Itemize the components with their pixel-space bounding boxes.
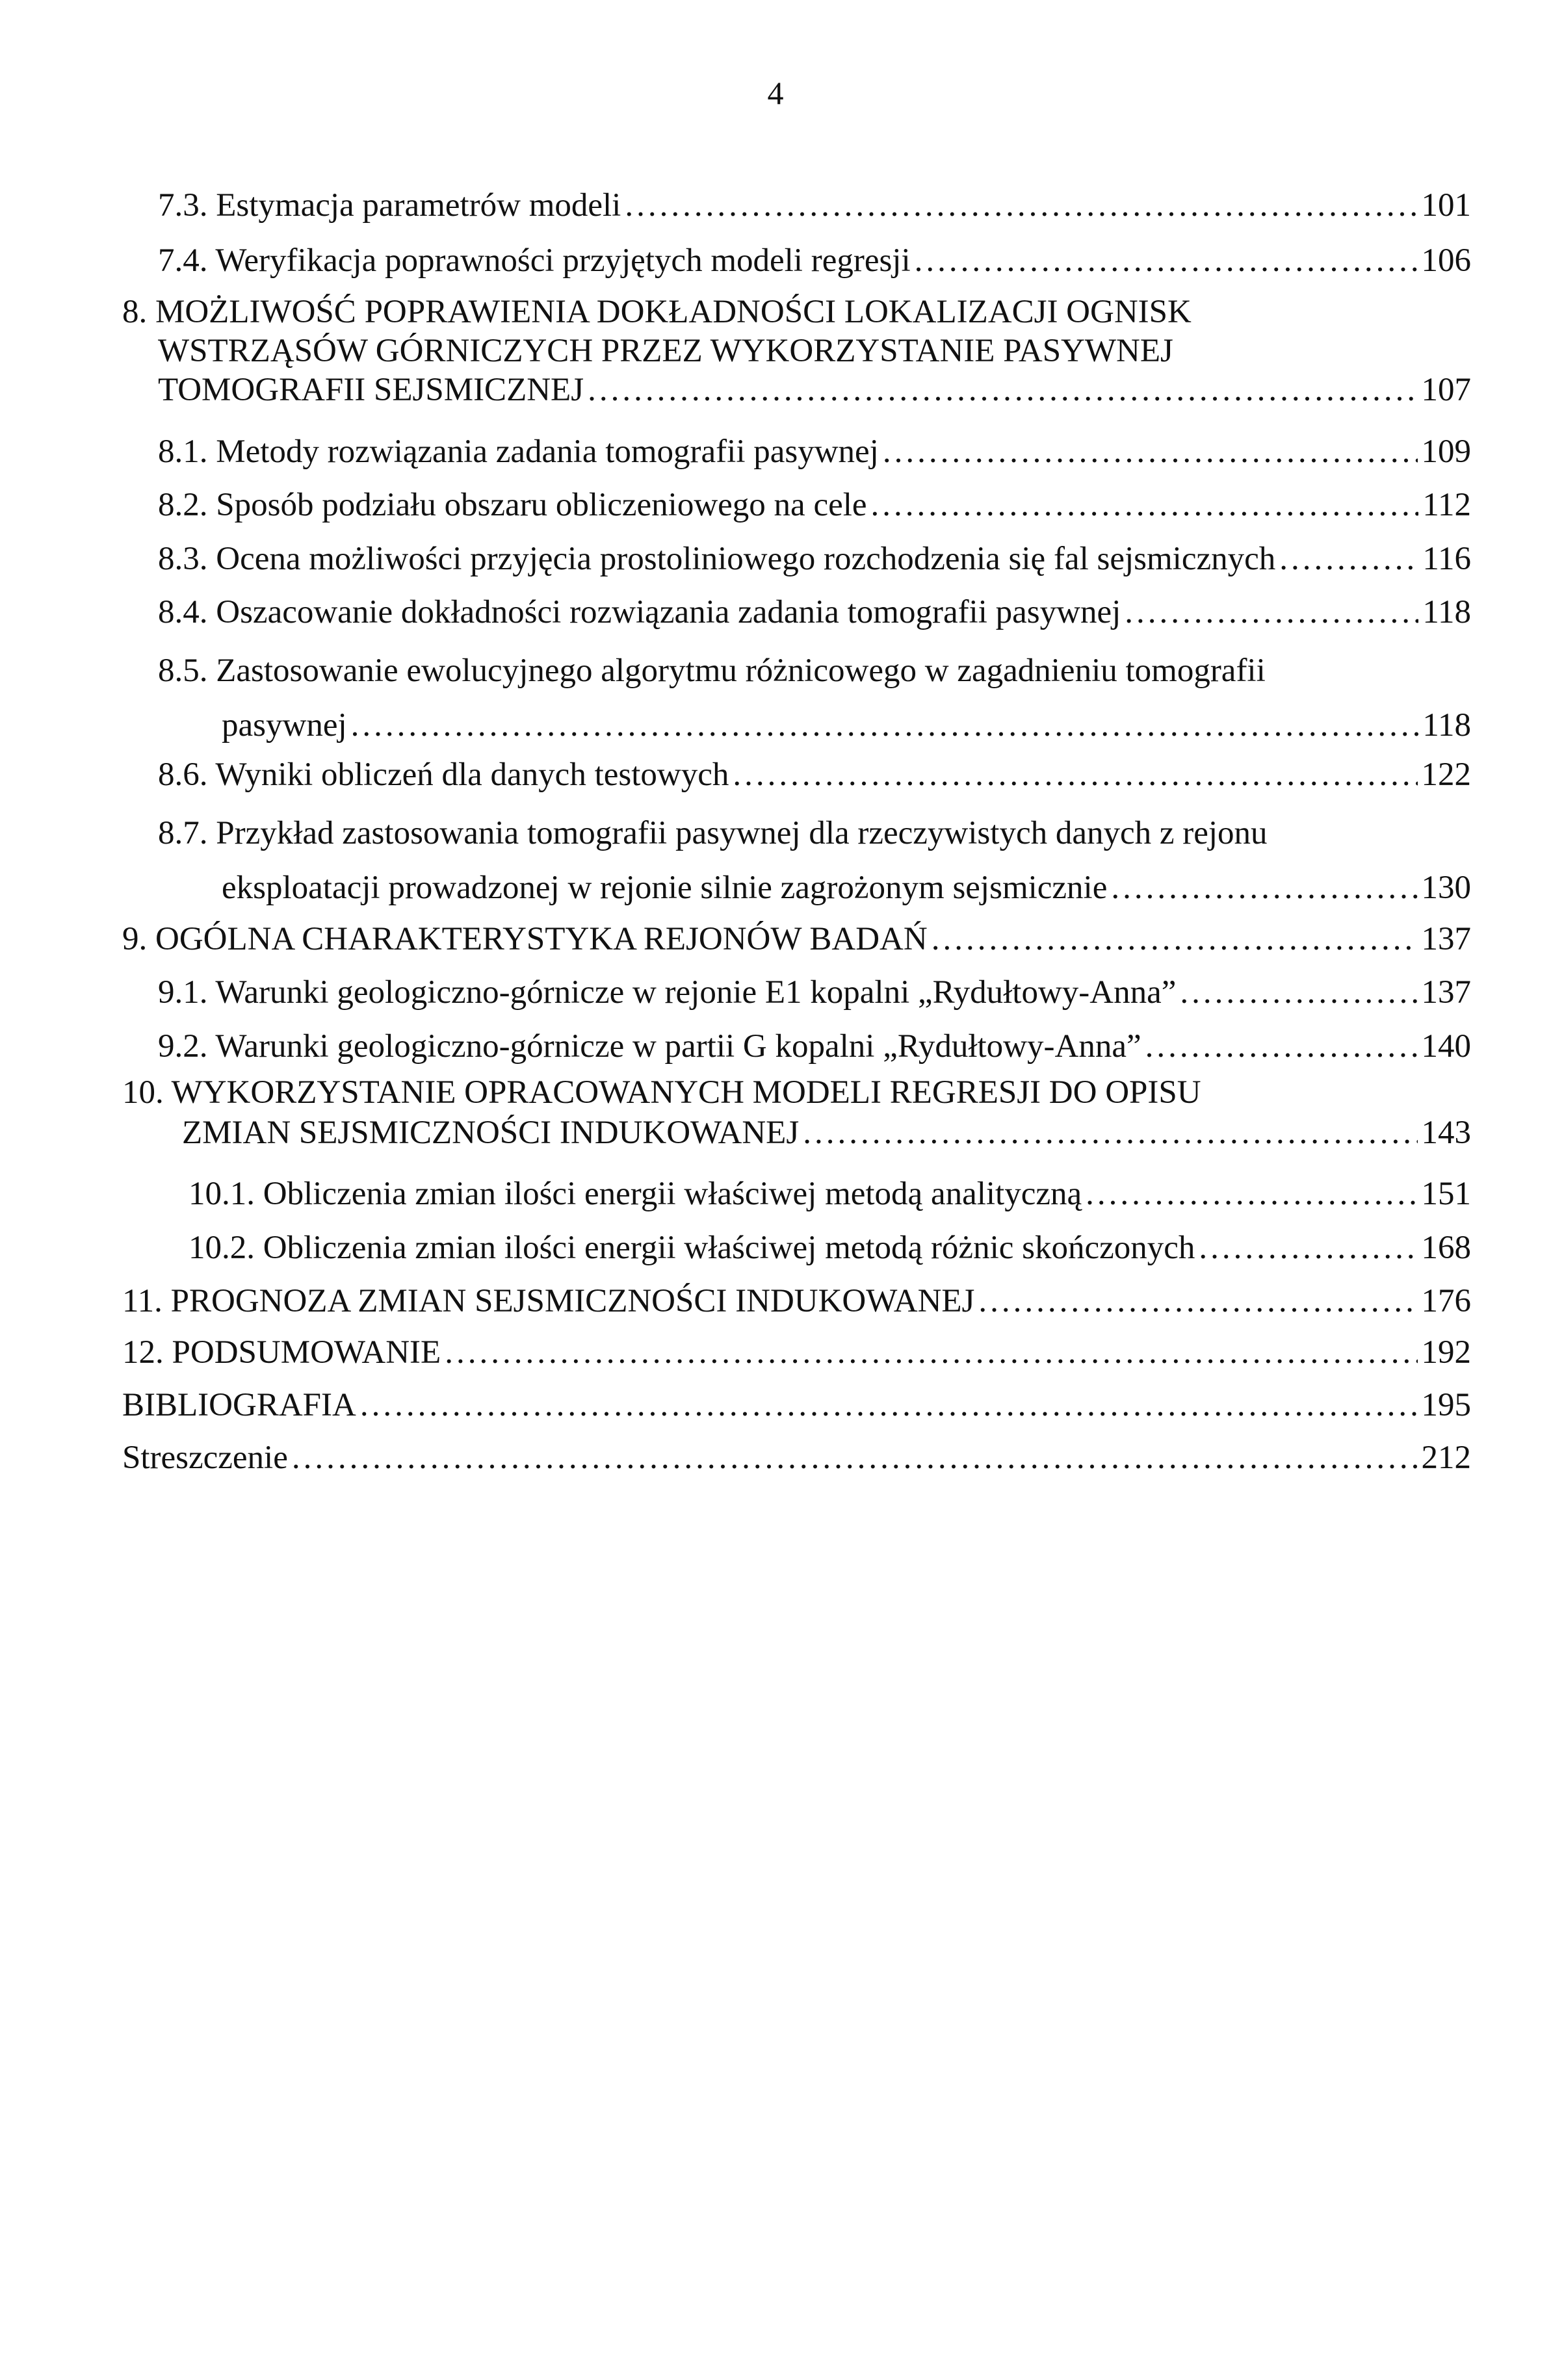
toc-entry	[158, 589, 1471, 635]
toc-leader-dots	[1180, 970, 1417, 1015]
toc-entry	[158, 643, 1471, 753]
toc-entry-title-line: 8. MOŻLIWOŚĆ POPRAWIENIA DOKŁADNOŚCI LOKALIZACJI OGNISK	[122, 294, 1192, 330]
toc-leader-dots	[588, 370, 1417, 409]
toc-entry	[158, 970, 1471, 1015]
toc-entry-page: 106	[1421, 242, 1471, 279]
toc-entry-page: 112	[1422, 487, 1471, 523]
toc-leader-dots	[883, 429, 1418, 474]
toc-entry	[122, 1435, 1471, 1481]
toc-entry-page: 122	[1421, 757, 1471, 793]
toc-entry-page: 192	[1421, 1334, 1471, 1371]
toc-leader-dots	[733, 752, 1417, 797]
toc-leader-dots	[871, 482, 1419, 528]
toc-entry-title: 8.6. Wyniki obliczeń dla danych testowych	[158, 757, 729, 793]
toc-entry	[122, 1278, 1471, 1324]
toc-entry	[158, 238, 1471, 283]
toc-leader-dots	[1125, 589, 1418, 635]
toc-entry-title: 12. PODSUMOWANIE	[122, 1334, 441, 1371]
toc-entry	[158, 429, 1471, 474]
toc-leader-dots	[1111, 860, 1417, 915]
toc-entry-title: 9.2. Warunki geologiczno-górnicze w partii G kopalni „Rydułtowy-Anna”	[158, 1028, 1141, 1065]
toc-entry-title: 9.1. Warunki geologiczno-górnicze w rejonie E1 kopalni „Rydułtowy-Anna”	[158, 974, 1177, 1011]
toc-entry	[158, 482, 1471, 528]
toc-leader-dots	[1279, 536, 1418, 582]
toc-entry-page: 118	[1422, 707, 1471, 744]
toc-entry-title: 9. OGÓLNA CHARAKTERYSTYKA REJONÓW BADAŃ	[122, 921, 928, 957]
toc-entry-page: 130	[1421, 870, 1471, 906]
toc-entry-page: 140	[1421, 1028, 1471, 1065]
toc-entry-page: 195	[1421, 1387, 1471, 1423]
toc-leader-dots	[1145, 1024, 1418, 1069]
toc-entry-page: 137	[1421, 921, 1471, 957]
toc-leader-dots	[360, 1382, 1418, 1428]
toc-entry	[122, 1330, 1471, 1375]
toc-leader-dots	[351, 698, 1419, 753]
toc-entry-title-line: WSTRZĄSÓW GÓRNICZYCH PRZEZ WYKORZYSTANIE PASYWNEJ	[158, 333, 1173, 369]
toc-entry-title-line: 8.7. Przykład zastosowania tomografii pasywnej dla rzeczywistych danych z rejonu	[158, 815, 1268, 851]
toc-entry-page: 109	[1421, 433, 1471, 470]
toc-leader-dots	[625, 183, 1417, 228]
toc-leader-dots	[978, 1278, 1417, 1324]
toc-leader-dots	[1199, 1225, 1417, 1271]
toc-entry	[158, 536, 1471, 582]
toc-entry-page: 118	[1422, 594, 1471, 630]
toc-entry-page: 137	[1421, 974, 1471, 1011]
toc-entry-title: 10.1. Obliczenia zmian ilości energii właściwej metodą analityczną	[189, 1176, 1082, 1212]
toc-leader-dots	[803, 1113, 1417, 1153]
toc-entry-page: 143	[1421, 1115, 1471, 1151]
toc-entry-title: 7.4. Weryfikacja poprawności przyjętych modeli regresji	[158, 242, 911, 279]
toc-entry-title-line: 8.5. Zastosowanie ewolucyjnego algorytmu różnicowego w zagadnieniu tomografii	[158, 653, 1266, 689]
toc-entry-title-line: eksploatacji prowadzonej w rejonie silnie zagrożonym sejsmicznie	[222, 870, 1108, 906]
toc-leader-dots	[915, 238, 1418, 283]
toc-entry	[122, 1072, 1471, 1153]
toc-entry-page: 107	[1421, 372, 1471, 408]
toc-entry-title-line: TOMOGRAFII SEJSMICZNEJ	[158, 372, 584, 408]
toc-leader-dots	[932, 916, 1418, 962]
toc-entry-page: 151	[1421, 1176, 1471, 1212]
toc-entry	[158, 1024, 1471, 1069]
toc-leader-dots	[1086, 1171, 1417, 1217]
toc-entry-title: 8.4. Oszacowanie dokładności rozwiązania zadania tomografii pasywnej	[158, 594, 1121, 630]
toc-entry	[158, 183, 1471, 228]
toc-entry-page: 101	[1421, 187, 1471, 224]
page-number: 4	[767, 75, 784, 111]
toc-leader-dots	[445, 1330, 1417, 1375]
toc-entry	[189, 1225, 1471, 1271]
toc-entry-title: 7.3. Estymacja parametrów modeli	[158, 187, 621, 224]
toc-entry-title: BIBLIOGRAFIA	[122, 1387, 356, 1423]
toc-entry	[122, 916, 1471, 962]
toc-entry-title: 11. PROGNOZA ZMIAN SEJSMICZNOŚCI INDUKOWANEJ	[122, 1283, 975, 1319]
toc-entry	[122, 1382, 1471, 1428]
toc-entry-title: 10.2. Obliczenia zmian ilości energii właściwej metodą różnic skończonych	[189, 1230, 1195, 1266]
toc-entry-page: 212	[1421, 1440, 1471, 1476]
toc-entry-title: 8.1. Metody rozwiązania zadania tomografii pasywnej	[158, 433, 879, 470]
toc-entry-title: Streszczenie	[122, 1440, 288, 1476]
toc-entry	[189, 1171, 1471, 1217]
toc-entry-page: 176	[1421, 1283, 1471, 1319]
toc-entry-page: 116	[1422, 541, 1471, 577]
toc-entry-title-line: ZMIAN SEJSMICZNOŚCI INDUKOWANEJ	[182, 1115, 800, 1151]
toc-entry-title: 8.3. Ocena możliwości przyjęcia prostoliniowego rozchodzenia się fal sejsmicznych	[158, 541, 1276, 577]
toc-entry-title-line: 10. WYKORZYSTANIE OPRACOWANYCH MODELI REGRESJI DO OPISU	[122, 1074, 1201, 1111]
toc-entry-page: 168	[1421, 1230, 1471, 1266]
toc-entry	[122, 292, 1471, 409]
toc-entry	[158, 806, 1471, 915]
toc-entry-title-line: pasywnej	[222, 707, 347, 744]
toc-entry-title: 8.2. Sposób podziału obszaru obliczeniowego na cele	[158, 487, 867, 523]
toc-entry	[158, 752, 1471, 797]
toc-leader-dots	[292, 1435, 1418, 1481]
